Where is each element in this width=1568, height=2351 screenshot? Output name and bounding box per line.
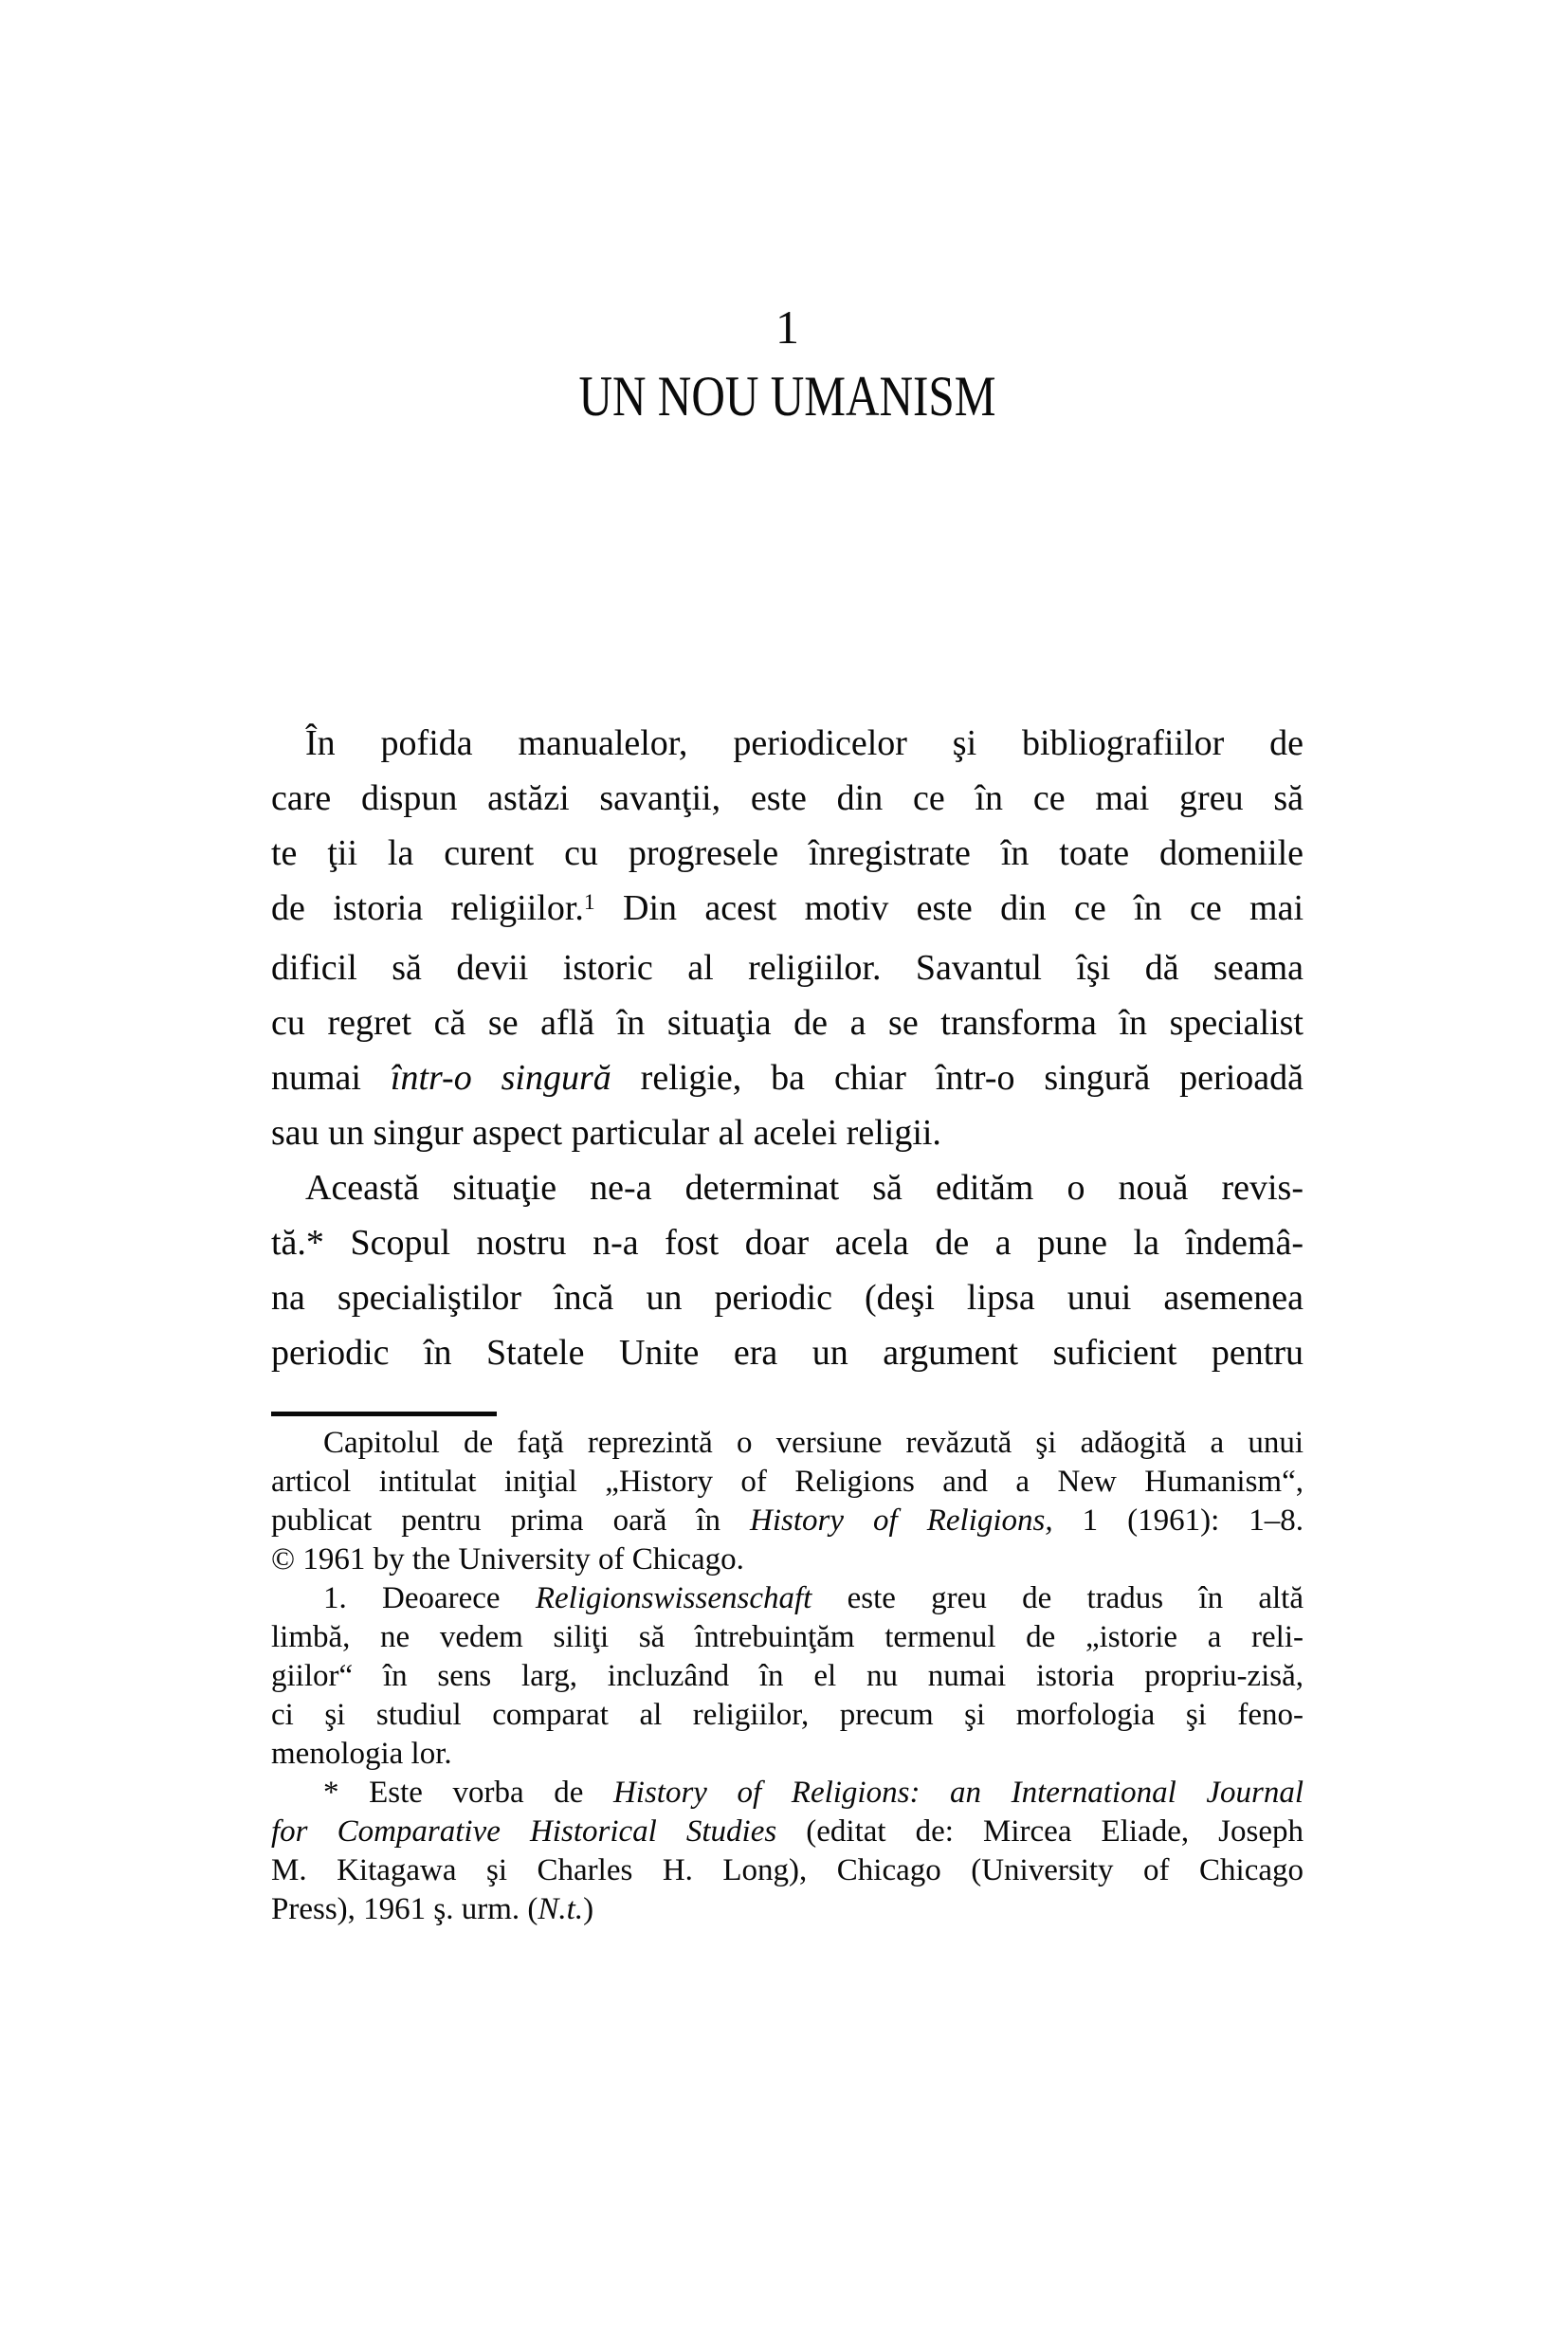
- text-line: M. Kitagawa şi Charles H. Long), Chicago (University of Chicago: [271, 1853, 1304, 1887]
- chapter-title: UN NOU UMANISM: [578, 365, 996, 428]
- text-line: 1. Deoarece Religionswissenschaft este greu de tradus în altă: [323, 1581, 1304, 1615]
- text-line: limbă, ne vedem siliţi să întrebuinţăm termenul de „istorie a reli-: [271, 1620, 1304, 1654]
- text-line: * Este vorba de History of Religions: an International Journal: [323, 1776, 1304, 1810]
- chapter-number: 1: [775, 301, 799, 354]
- text-line: articol intitulat iniţial „History of Religions and a New Humanism“,: [271, 1465, 1304, 1499]
- text-line: Capitolul de faţă reprezintă o versiune revăzută şi adăogită a unui: [323, 1426, 1304, 1460]
- text-line: menologia lor.: [271, 1737, 452, 1771]
- text-line: periodic în Statele Unite era un argument suficient pentru: [271, 1333, 1304, 1373]
- text-line: numai într-o singură religie, ba chiar într-o singură perioadă: [271, 1058, 1304, 1098]
- text-line: tă.* Scopul nostru n-a fost doar acela de a pune la îndemâ-: [271, 1223, 1304, 1263]
- text-line: sau un singur aspect particular al acelei religii.: [271, 1113, 941, 1153]
- footnotes: [271, 1424, 1304, 1929]
- text-line: dificil să devii istoric al religiilor. Savantul îşi dă seama: [271, 948, 1304, 988]
- footnote-separator: [271, 1412, 497, 1416]
- text-line: for Comparative Historical Studies (editat de: Mircea Eliade, Joseph: [271, 1814, 1304, 1849]
- text-line: cu regret că se află în situaţia de a se transforma în specialist: [271, 1003, 1304, 1043]
- body-text: [271, 716, 1304, 1380]
- text-line: de istoria religiilor.$^1$ Din acest motiv este din ce în ce mai: [271, 888, 1304, 928]
- text-line: giilor“ în sens larg, incluzând în el nu numai istoria propriu-zisă,: [271, 1659, 1304, 1693]
- text-line: Press), 1961 ş. urm. (N.t.): [271, 1892, 594, 1926]
- text-line: te ţii la curent cu progresele înregistrate în toate domeniile: [271, 833, 1304, 873]
- text-line: publicat pentru prima oară în History of Religions, 1 (1961): 1–8.: [271, 1504, 1304, 1538]
- text-line: care dispun astăzi savanţii, este din ce în ce mai greu să: [271, 778, 1304, 818]
- footnote-reference: 1: [583, 890, 595, 916]
- text-line: Această situaţie ne-a determinat să edităm o nouă revis-: [305, 1168, 1304, 1208]
- text-line: © 1961 by the University of Chicago.: [271, 1542, 744, 1576]
- text-line: ci şi studiul comparat al religiilor, precum şi morfologia şi feno-: [271, 1698, 1304, 1732]
- text-line: În pofida manualelor, periodicelor şi bibliografiilor de: [305, 723, 1304, 763]
- text-line: na specialiştilor încă un periodic (deşi lipsa unui asemenea: [271, 1278, 1304, 1318]
